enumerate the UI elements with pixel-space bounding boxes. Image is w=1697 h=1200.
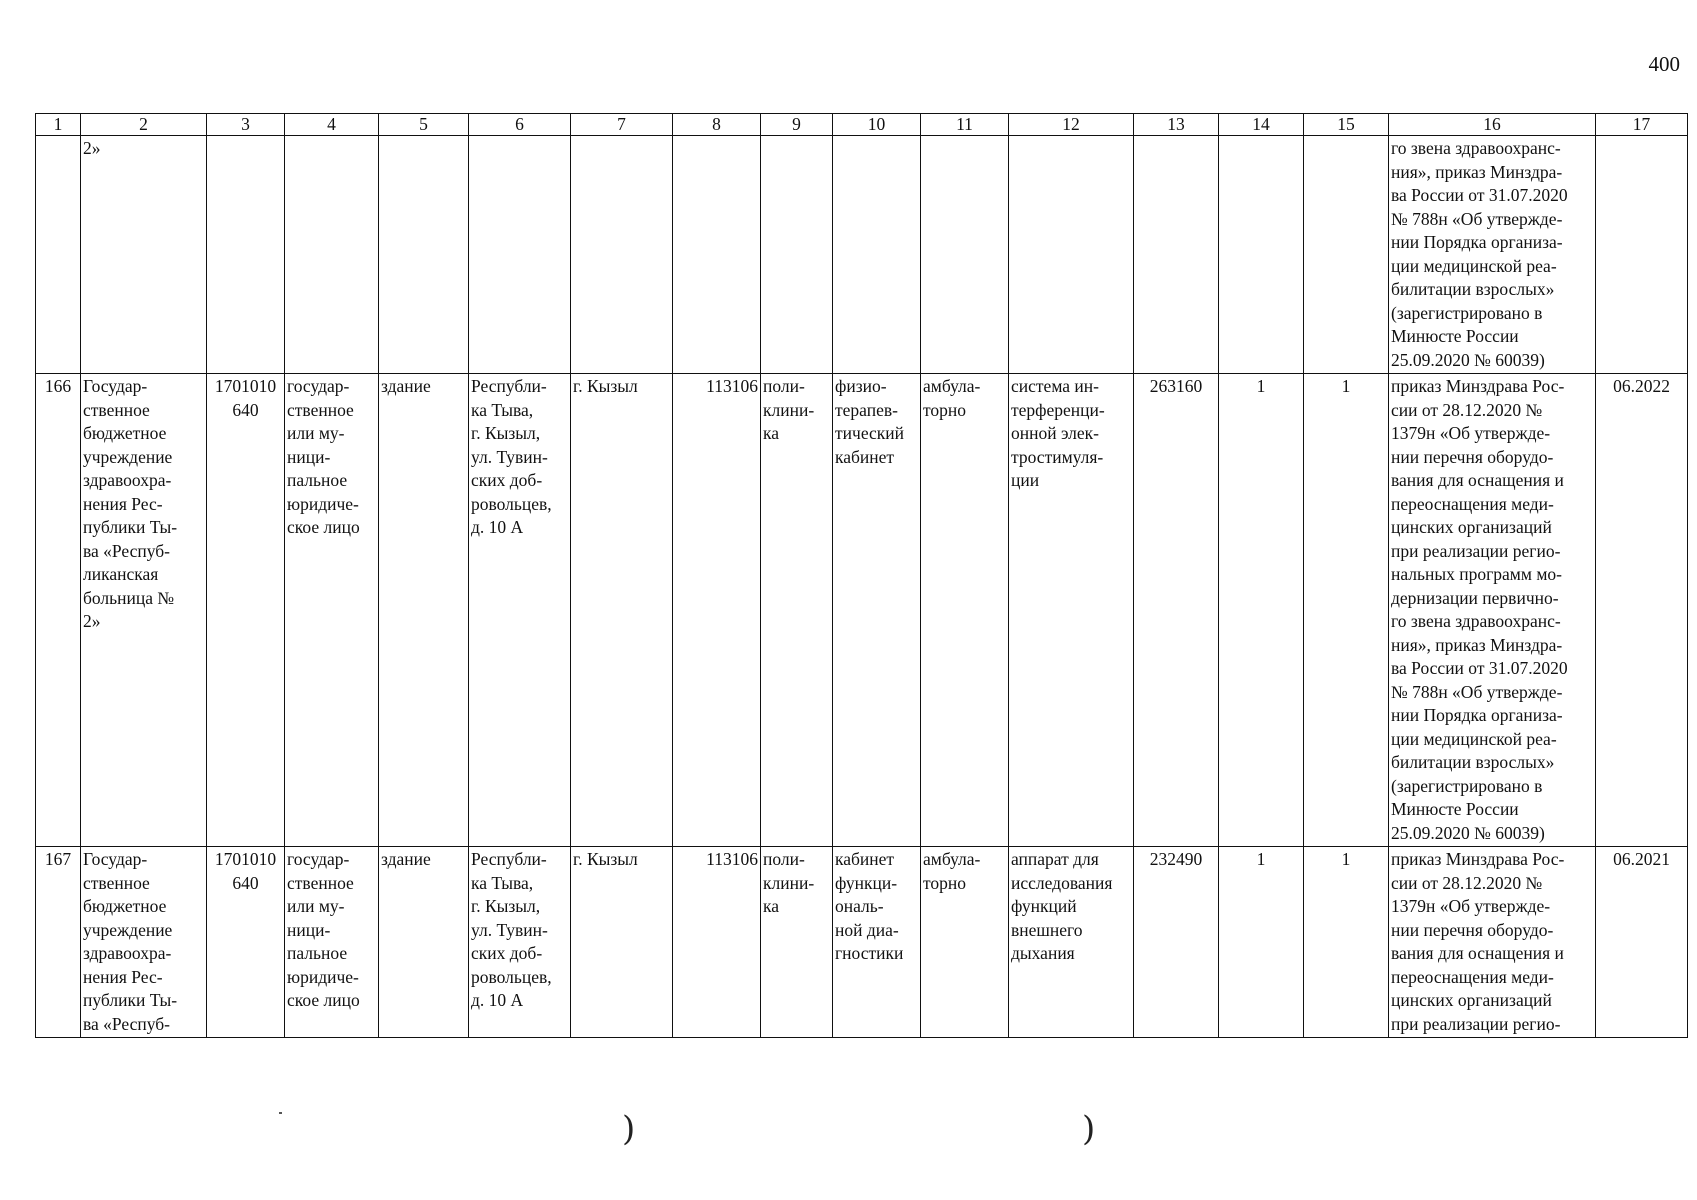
column-header: 11 (921, 114, 1009, 136)
cell-legal-form: государ- ственное или му- ници- пальное юридиче- ское лицо (285, 847, 379, 1038)
cell-equipment: система ин- терференци- онной элек- тростимуля- ции (1009, 374, 1134, 847)
cell-address: Республи- ка Тыва, г. Кызыл, ул. Тувин- ских доб- ровольцев, д. 10 А (469, 374, 571, 847)
column-header: 4 (285, 114, 379, 136)
table-row-continuation (36, 136, 1688, 374)
cell-organization: Государ- ственное бюджетное учреждение здравоохра- нения Рес- публики Ты- ва «Респуб- (81, 847, 207, 1038)
cell-index (36, 136, 81, 374)
cell-unit: физио- терапев- тический кабинет (833, 374, 921, 847)
cell-unit: кабинет функци- ональ- ной диа- гностики (833, 847, 921, 1038)
cell-oktmo: 113106 (673, 374, 761, 847)
cell-date (1596, 136, 1688, 374)
cell-qty-b: 1 (1304, 847, 1389, 1038)
cell-oktmo: 113106 (673, 847, 761, 1038)
cell-qty-a: 1 (1219, 374, 1304, 847)
page-mark-left: ) (622, 1109, 636, 1149)
cell-facility: поли- клини- ка (761, 847, 833, 1038)
cell-oktmo (673, 136, 761, 374)
cell-qty-a (1219, 136, 1304, 374)
equipment-register-table (35, 113, 1688, 1038)
cell-code: 1701010 640 (207, 374, 285, 847)
cell-equipment (1009, 136, 1134, 374)
cell-object-type: здание (379, 847, 469, 1038)
column-header: 2 (81, 114, 207, 136)
cell-facility (761, 136, 833, 374)
column-header: 14 (1219, 114, 1304, 136)
cell-legal-form (285, 136, 379, 374)
cell-locality: г. Кызыл (571, 847, 673, 1038)
column-header: 15 (1304, 114, 1389, 136)
cell-care-mode: амбула- торно (921, 374, 1009, 847)
column-number-row (36, 114, 1688, 136)
cell-index: 166 (36, 374, 81, 847)
table-row (36, 847, 1688, 1038)
column-header: 5 (379, 114, 469, 136)
table-row (36, 374, 1688, 847)
column-header: 16 (1389, 114, 1596, 136)
cell-equipment: аппарат для исследования функций внешнего дыхания (1009, 847, 1134, 1038)
page-mark-right: ) (1082, 1109, 1096, 1149)
cell-locality: г. Кызыл (571, 374, 673, 847)
cell-cost (1134, 136, 1219, 374)
column-header: 12 (1009, 114, 1134, 136)
column-header: 7 (571, 114, 673, 136)
column-header: 17 (1596, 114, 1688, 136)
cell-address (469, 136, 571, 374)
cell-qty-a: 1 (1219, 847, 1304, 1038)
cell-care-mode (921, 136, 1009, 374)
column-header: 6 (469, 114, 571, 136)
cell-code: 1701010 640 (207, 847, 285, 1038)
cell-locality (571, 136, 673, 374)
cell-organization: Государ- ственное бюджетное учреждение здравоохра- нения Рес- публики Ты- ва «Респуб- ликанская больница № 2» (81, 374, 207, 847)
column-header: 8 (673, 114, 761, 136)
page-number: 400 (1648, 52, 1680, 76)
scan-speck (279, 1112, 282, 1114)
cell-object-type: здание (379, 374, 469, 847)
cell-legal-basis: приказ Минздрава Рос- сии от 28.12.2020 № 1379н «Об утвержде- нии перечня оборудо- вания для оснащения и переоснащения меди- цинских организаций при реализации регио- (1389, 847, 1596, 1038)
column-header: 3 (207, 114, 285, 136)
cell-qty-b: 1 (1304, 374, 1389, 847)
column-header: 10 (833, 114, 921, 136)
cell-index: 167 (36, 847, 81, 1038)
cell-qty-b (1304, 136, 1389, 374)
cell-care-mode: амбула- торно (921, 847, 1009, 1038)
column-header: 1 (36, 114, 81, 136)
cell-address: Республи- ка Тыва, г. Кызыл, ул. Тувин- ских доб- ровольцев, д. 10 А (469, 847, 571, 1038)
cell-cost: 263160 (1134, 374, 1219, 847)
cell-cost: 232490 (1134, 847, 1219, 1038)
cell-date: 06.2022 (1596, 374, 1688, 847)
cell-facility: поли- клини- ка (761, 374, 833, 847)
cell-unit (833, 136, 921, 374)
column-header: 9 (761, 114, 833, 136)
column-header: 13 (1134, 114, 1219, 136)
cell-object-type (379, 136, 469, 374)
cell-organization: 2» (81, 136, 207, 374)
cell-legal-basis: приказ Минздрава Рос- сии от 28.12.2020 № 1379н «Об утвержде- нии перечня оборудо- вания для оснащения и переоснащения меди- цинских организаций при реализации регио- нальных программ мо- дернизации первично- го звена здравоохранс- ния», приказ Минздра- ва России от 31.07.2020 № 788н «Об утвержде- нии Порядка организа- ции медицинской реа- билитации взрослых» (зарегистрировано в Минюсте России 25.09.2020 № 60039) (1389, 374, 1596, 847)
cell-code (207, 136, 285, 374)
cell-date: 06.2021 (1596, 847, 1688, 1038)
cell-legal-form: государ- ственное или му- ници- пальное юридиче- ское лицо (285, 374, 379, 847)
cell-legal-basis: го звена здравоохранс- ния», приказ Минздра- ва России от 31.07.2020 № 788н «Об утвержде- нии Порядка организа- ции медицинской реа- билитации взрослых» (зарегистрировано в Минюсте России 25.09.2020 № 60039) (1389, 136, 1596, 374)
